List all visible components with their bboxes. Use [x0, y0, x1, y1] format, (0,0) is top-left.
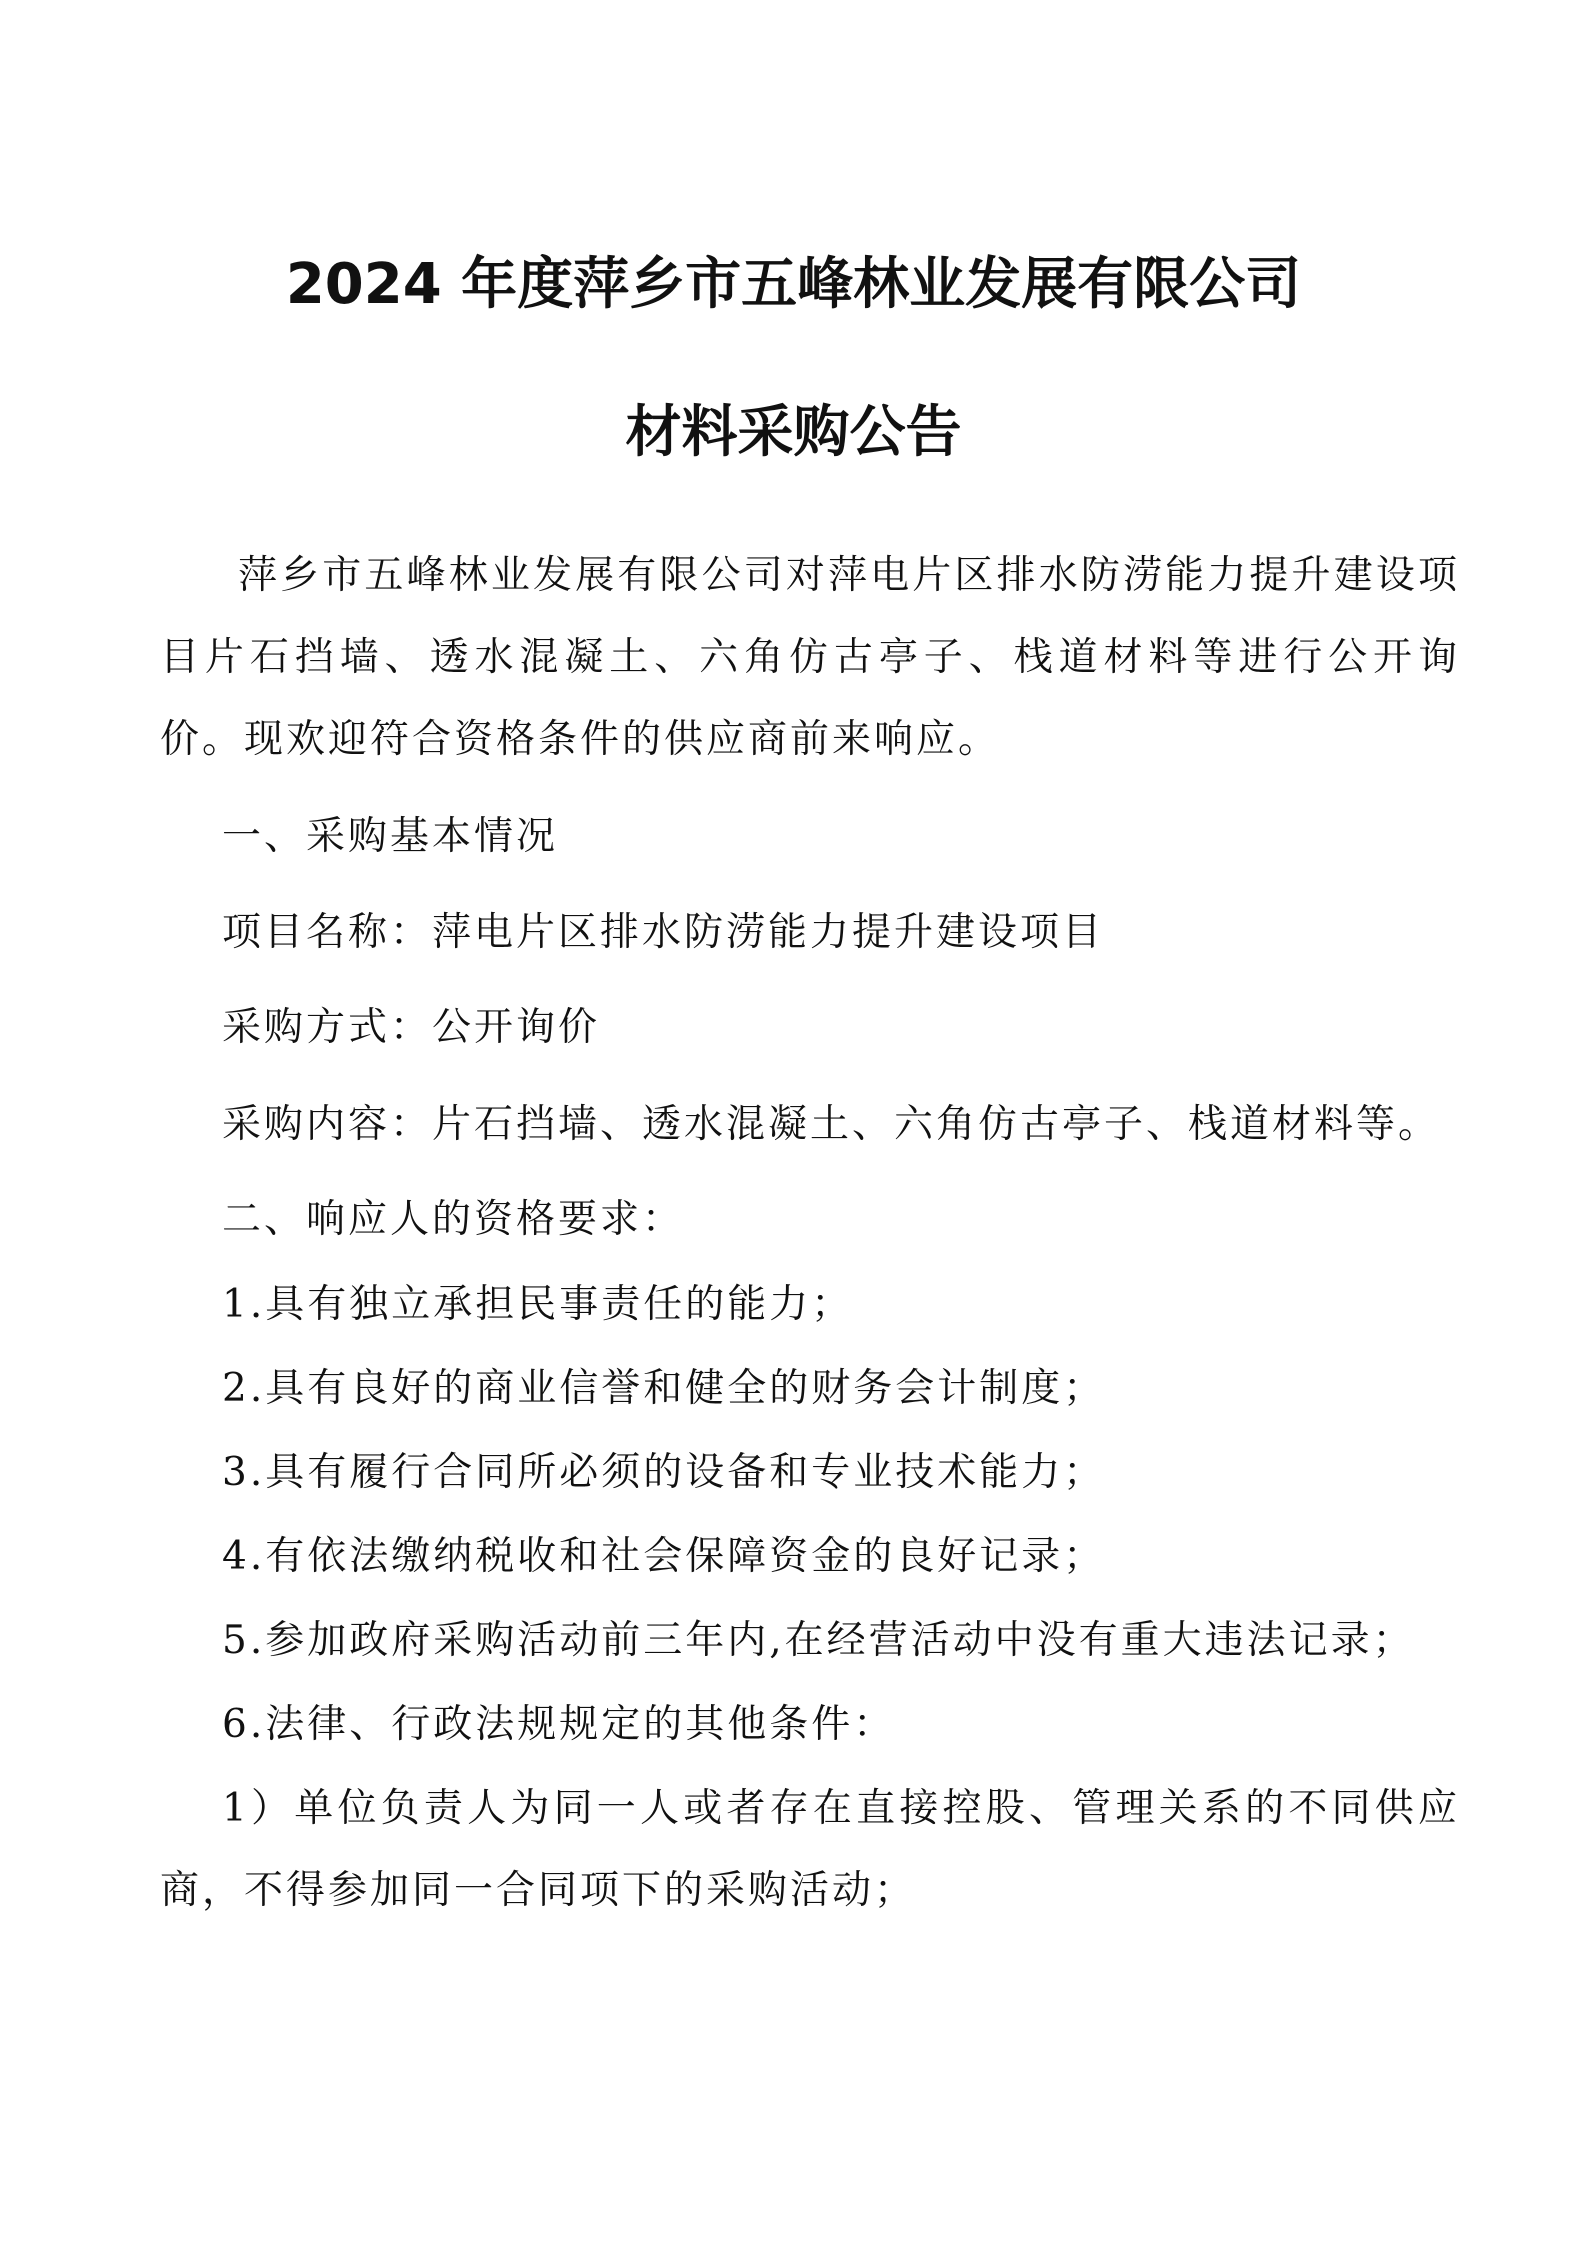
procurement-content-line: 采购内容：片石挡墙、透水混凝土、六角仿古亭子、栈道材料等。 [222, 1102, 1441, 1147]
intro-paragraph: 萍乡市五峰林业发展有限公司对萍电片区排水防涝能力提升建设项目片石挡墙、透水混凝土、六角仿古亭子、栈道材料等进行公开询价。现欢迎符合资格条件的供应商前来响应。 [160, 553, 1460, 762]
requirement-item-3: 3.具有履行合同所必须的设备和专业技术能力； [222, 1450, 1106, 1495]
requirement-item-1: 1.具有独立承担民事责任的能力； [222, 1282, 854, 1327]
requirement-item-2: 2.具有良好的商业信誉和健全的财务会计制度； [222, 1366, 1106, 1411]
section-1-heading: 一、采购基本情况 [222, 814, 559, 859]
document-title-line-2: 材料采购公告 [625, 400, 962, 465]
requirement-item-5: 5.参加政府采购活动前三年内,在经营活动中没有重大违法记录； [222, 1618, 1415, 1663]
requirement-item-4: 4.有依法缴纳税收和社会保障资金的良好记录； [222, 1534, 1106, 1579]
requirement-sub-item-1: 1）单位负责人为同一人或者存在直接控股、管理关系的不同供应商，不得参加同一合同项下的采购活动； [160, 1786, 1460, 1913]
document-title-line-1: 2024 年度萍乡市五峰林业发展有限公司 [285, 252, 1302, 317]
project-name-line: 项目名称：萍电片区排水防涝能力提升建设项目 [222, 910, 1105, 955]
requirement-item-6: 6.法律、行政法规规定的其他条件： [222, 1702, 896, 1747]
section-2-heading: 二、响应人的资格要求： [222, 1197, 685, 1242]
procurement-method-line: 采购方式：公开询价 [222, 1005, 601, 1050]
